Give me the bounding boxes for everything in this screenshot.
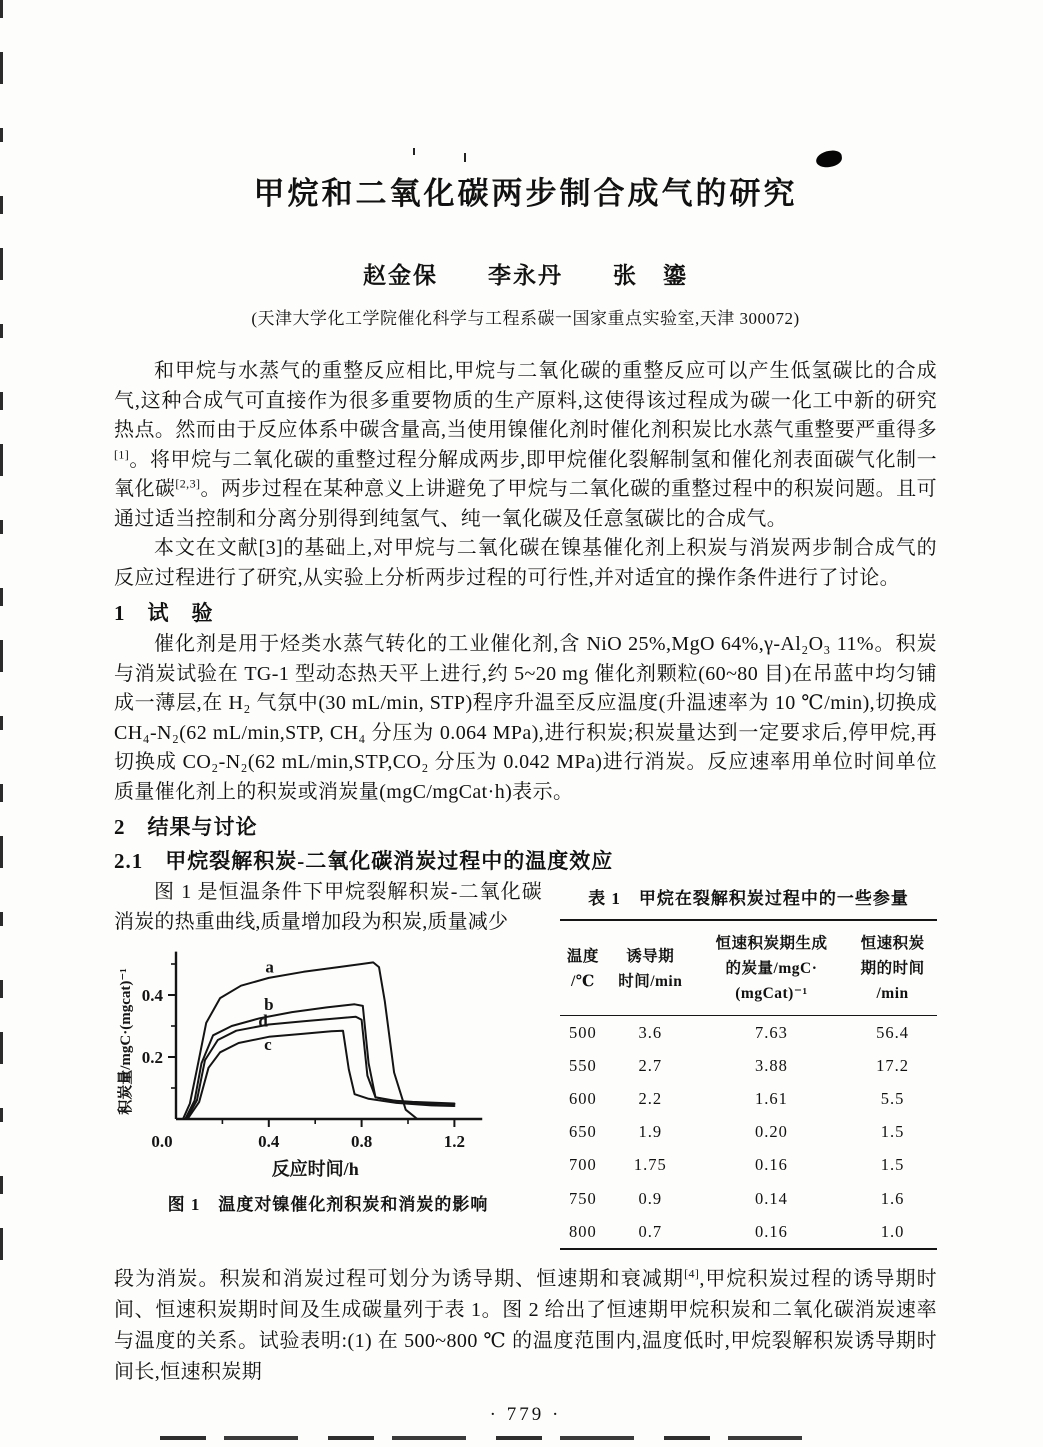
page-number: · 779 · [489, 1404, 562, 1426]
svg-text:a: a [265, 957, 274, 977]
table-cell: 0.9 [638, 1188, 663, 1208]
table-cell: 0.7 [638, 1221, 663, 1241]
table-cell: 1.5 [880, 1122, 905, 1142]
bottom-text-1: 段为消炭。积炭和消炭过程可划分为诱导期、恒速期和衰减期 [114, 1268, 685, 1291]
table1-header-cell: 恒速积炭 期的时间 /min [860, 935, 925, 1002]
citation-ref-1: [1] [114, 446, 130, 461]
table-row [560, 1182, 937, 1215]
paper-title: 甲烷和二氧化碳两步制合成气的研究 [253, 176, 798, 211]
intro-text-3: 。两步过程在某种意义上讲避免了甲烷与二氧化碳的重整过程中的积炭问题。且可通过适当控制和分离分别得到纯氢气、纯一氧化碳及任意氢碳比的合成气。 [114, 478, 937, 530]
svg-text:0.4: 0.4 [258, 1132, 280, 1151]
table-cell: 1.9 [638, 1122, 663, 1142]
figure-intro-text: 图 1 是恒温条件下甲烷裂解积炭-二氧化碳消炭的热重曲线,质量增加段为积炭,质量减少 [114, 881, 542, 933]
section-2-heading: 2 结果与讨论 [114, 815, 258, 839]
citation-ref-4: [4] [684, 1266, 700, 1281]
affiliation: (天津大学化工学院催化科学与工程系碳一国家重点实验室,天津 300072) [251, 309, 800, 328]
table-cell: 3.88 [755, 1055, 788, 1075]
table1-header-cell: 恒速积炭期生成 的炭量/mgC· (mgCat)⁻¹ [715, 935, 828, 1002]
table-cell: 1.5 [880, 1155, 905, 1175]
table-cell: 3.6 [638, 1022, 663, 1042]
table-row [560, 1016, 937, 1050]
intro-text-1: 和甲烷与水蒸气的重整反应相比,甲烷与二氧化碳的重整反应可以产生低氢碳比的合成气,这种合成气可直接作为很多重要物质的生产原料,这使得该过程成为碳一化工中新的研究热点。然而由于反应体系中碳含量高,当使用镍催化剂时催化剂积炭比水蒸气重整要严重得多 [114, 360, 937, 441]
table-row [560, 1116, 937, 1149]
figure1-line-chart [114, 943, 534, 1183]
figure1-caption: 图 1 温度对镍催化剂积炭和消炭的影响 [167, 1195, 489, 1214]
section-2-1-heading: 2.1 甲烷裂解积炭-二氧化碳消炭过程中的温度效应 [114, 849, 614, 873]
table1-header-cell: 诱导期 时间/min [618, 947, 683, 990]
table-cell: 650 [569, 1122, 597, 1142]
paragraph-intro [114, 357, 937, 534]
table1-title: 表 1 甲烷在裂解积炭过程中的一些参量 [588, 889, 909, 908]
svg-text:反应时间/h: 反应时间/h [271, 1159, 359, 1179]
svg-text:d: d [258, 1011, 268, 1031]
table1-body [560, 1016, 937, 1250]
svg-text:0.4: 0.4 [141, 986, 163, 1005]
table-cell: 1.75 [633, 1155, 667, 1175]
table-cell: 17.2 [876, 1055, 910, 1075]
table-cell: 0.20 [755, 1122, 788, 1142]
table-column [542, 878, 937, 1250]
paragraph-intro2: 本文在文献[3]的基础上,对甲烷与二氧化碳在镍基催化剂上积炭与消炭两步制合成气的反应过程进行了研究,从实验上分析两步过程的可行性,并对适宜的操作条件进行了讨论。 [114, 537, 937, 589]
table-row [560, 1215, 937, 1249]
svg-text:0.2: 0.2 [141, 1048, 163, 1067]
table-cell: 0.16 [755, 1155, 788, 1175]
paragraph-bottom [114, 1264, 937, 1388]
table-cell: 5.5 [880, 1088, 905, 1108]
table-cell: 7.63 [755, 1022, 788, 1042]
paragraph-experiment: 催化剂是用于烃类水蒸气转化的工业催化剂,含 NiO 25%,MgO 64%,γ-Al₂O₃ 11%。积炭与消炭试验在 TG-1 型动态热天平上进行,约 5~20 mg 催化剂颗粒(60~80 目)在吊蓝中均匀铺成一薄层,在 H₂ 气氛中(30 mL/min, STP)程序升温至反应温度(升温速率为 10 ℃/min),切换成 CH₄-N₂(62 mL/min,STP, CH₄ 分压为 0.064 MPa),进行积炭;积炭量达到一定要求后,停甲烷,再切换成 CO₂-N₂(62 mL/min,STP,CO₂ 分压为 0.042 MPa)进行消炭。反应速率用单位时间单位质量催化剂上的积炭或消炭量(mgC/mgCat·h)表示。 [114, 633, 937, 803]
table-cell: 1.0 [880, 1221, 905, 1241]
svg-text:b: b [264, 994, 274, 1014]
table-cell: 800 [569, 1221, 597, 1241]
table1-head [560, 920, 937, 1016]
scan-edge-artifact [0, 0, 3, 1262]
scan-bottom-artifact [148, 1436, 826, 1440]
scan-speck [464, 153, 466, 162]
svg-text:1.2: 1.2 [443, 1132, 466, 1151]
two-column-block [114, 878, 937, 1250]
svg-text:积炭量/mgC·(mgcat)⁻¹: 积炭量/mgC·(mgcat)⁻¹ [118, 968, 134, 1115]
figure-column [114, 878, 542, 1250]
table-row [560, 1082, 937, 1115]
svg-text:0.8: 0.8 [350, 1132, 373, 1151]
svg-text:c: c [264, 1035, 272, 1055]
table-cell: 550 [569, 1055, 597, 1075]
authors: 赵金保 李永丹 张 鎏 [363, 263, 688, 288]
table-cell: 56.4 [876, 1022, 910, 1042]
table-cell: 500 [569, 1022, 597, 1042]
table1-header-cell: 温度 /℃ [566, 947, 599, 990]
citation-ref-2-3: [2,3] [175, 476, 201, 491]
figure-1 [114, 943, 542, 1215]
table-cell: 1.61 [755, 1088, 788, 1108]
table-cell: 1.6 [880, 1188, 905, 1208]
intro-text-2: 。将甲烷与二氧化碳的重整过程分解成两步,即甲烷催化裂解制氢和催化剂表面碳气化制一氧化碳 [114, 448, 937, 500]
table-cell: 750 [569, 1188, 597, 1208]
svg-text:0.0: 0.0 [151, 1132, 173, 1151]
table-cell: 2.7 [638, 1055, 663, 1075]
table-cell: 2.2 [638, 1088, 663, 1108]
section-1-heading: 1 试 验 [114, 601, 214, 625]
scan-speck [413, 148, 415, 155]
table-cell: 700 [569, 1155, 597, 1175]
table1 [560, 919, 937, 1250]
table-cell: 600 [569, 1088, 597, 1108]
table-row [560, 1149, 937, 1182]
table-cell: 0.16 [755, 1221, 788, 1241]
table-row [560, 1049, 937, 1082]
table-cell: 0.14 [755, 1188, 788, 1208]
bottom-text-2: ,甲烷积炭过程的诱导期时间、恒速积炭期时间及生成碳量列于表 1。图 2 给出了恒速期甲烷积炭和二氧化碳消炭速率与温度的关系。试验表明:(1) 在 500~800 ℃ 的温度范围内,温度低时,甲烷裂解积炭诱导期时间长,恒速积炭期 [114, 1268, 937, 1384]
